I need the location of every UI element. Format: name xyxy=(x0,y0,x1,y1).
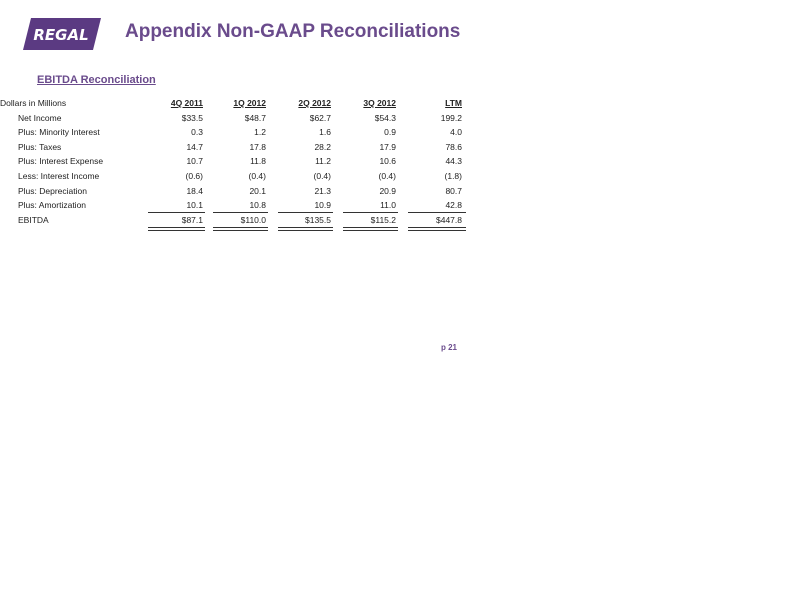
table-cell: 80.7 xyxy=(445,185,462,196)
table-cell: $115.2 xyxy=(370,214,396,225)
table-row xyxy=(0,198,480,213)
subtotal-rule xyxy=(213,212,268,213)
table-row xyxy=(0,140,480,155)
section-title: EBITDA Reconciliation xyxy=(37,74,156,86)
column-header: 2Q 2012 xyxy=(298,98,331,108)
table-row xyxy=(0,125,480,140)
subtotal-rule xyxy=(343,212,398,213)
table-cell: 0.3 xyxy=(191,127,203,138)
table-cell: (0.4) xyxy=(248,170,266,181)
row-label: Less: Interest Income xyxy=(18,170,100,181)
column-header: 4Q 2011 xyxy=(170,98,203,108)
table-cell: 10.1 xyxy=(186,200,203,211)
column-header: 1Q 2012 xyxy=(233,98,266,108)
table-cell: 20.1 xyxy=(249,185,266,196)
table-cell: 4.0 xyxy=(450,127,462,138)
table-cell: 199.2 xyxy=(440,112,462,123)
table-row xyxy=(0,184,480,199)
page-title: Appendix Non-GAAP Reconciliations xyxy=(125,21,461,42)
subtotal-rule xyxy=(408,212,466,213)
table-cell: 11.0 xyxy=(380,200,396,211)
table-cell: 14.7 xyxy=(186,141,203,152)
total-double-rule xyxy=(213,227,268,231)
table-cell: $33.5 xyxy=(181,112,203,123)
table-row xyxy=(0,154,480,169)
logo-text: REGAL xyxy=(33,26,89,44)
table-cell: (1.8) xyxy=(444,170,462,181)
table-cell: $87.1 xyxy=(181,214,203,225)
row-label: Plus: Taxes xyxy=(18,141,62,152)
table-total-row xyxy=(0,213,480,228)
row-label: Plus: Interest Expense xyxy=(18,156,104,167)
table-cell: 1.6 xyxy=(319,127,331,138)
table-cell: (0.4) xyxy=(378,170,396,181)
total-double-rule xyxy=(343,227,398,231)
table-cell: (0.6) xyxy=(185,170,203,181)
table-cell: 44.3 xyxy=(445,156,462,167)
table-cell: 17.9 xyxy=(379,141,396,152)
table-cell: 0.9 xyxy=(384,127,396,138)
row-label: Plus: Minority Interest xyxy=(18,127,100,138)
table-cell: 42.8 xyxy=(445,200,462,211)
row-label: EBITDA xyxy=(18,214,49,225)
table-cell: 10.6 xyxy=(379,156,396,167)
page-number: p 21 xyxy=(441,343,458,352)
table-header-row xyxy=(0,96,480,111)
table-cell: 17.8 xyxy=(249,141,266,152)
table-cell: $54.3 xyxy=(374,112,396,123)
table-cell: (0.4) xyxy=(313,170,331,181)
row-label: Plus: Depreciation xyxy=(18,185,87,196)
regal-logo xyxy=(23,18,101,50)
table-row xyxy=(0,111,480,126)
row-label: Plus: Amortization xyxy=(18,200,87,211)
table-cell: $48.7 xyxy=(244,112,266,123)
table-cell: 28.2 xyxy=(314,141,331,152)
subtotal-rule xyxy=(148,212,205,213)
table-cell: 78.6 xyxy=(445,141,462,152)
table-cell: $110.0 xyxy=(240,214,266,225)
regal-logo-badge xyxy=(23,18,101,50)
table-cell: $62.7 xyxy=(309,112,331,123)
table-cell: 11.2 xyxy=(315,156,331,167)
table-cell: 10.7 xyxy=(186,156,203,167)
table-row xyxy=(0,169,480,184)
ebitda-table xyxy=(0,96,480,227)
column-header: 3Q 2012 xyxy=(363,98,396,108)
table-cell: $135.5 xyxy=(305,214,331,225)
table-cell: 11.8 xyxy=(250,156,266,167)
table-cell: 10.9 xyxy=(314,200,331,211)
row-label: Net Income xyxy=(18,112,62,123)
table-cell: 21.3 xyxy=(314,185,331,196)
table-cell: 18.4 xyxy=(186,185,203,196)
table-cell: 1.2 xyxy=(254,127,266,138)
units-label: Dollars in Millions xyxy=(0,98,67,108)
total-double-rule xyxy=(408,227,466,231)
table-cell: 20.9 xyxy=(379,185,396,196)
total-double-rule xyxy=(148,227,205,231)
table-cell: 10.8 xyxy=(249,200,266,211)
table-cell: $447.8 xyxy=(436,214,462,225)
total-double-rule xyxy=(278,227,333,231)
column-header: LTM xyxy=(445,98,462,108)
subtotal-rule xyxy=(278,212,333,213)
